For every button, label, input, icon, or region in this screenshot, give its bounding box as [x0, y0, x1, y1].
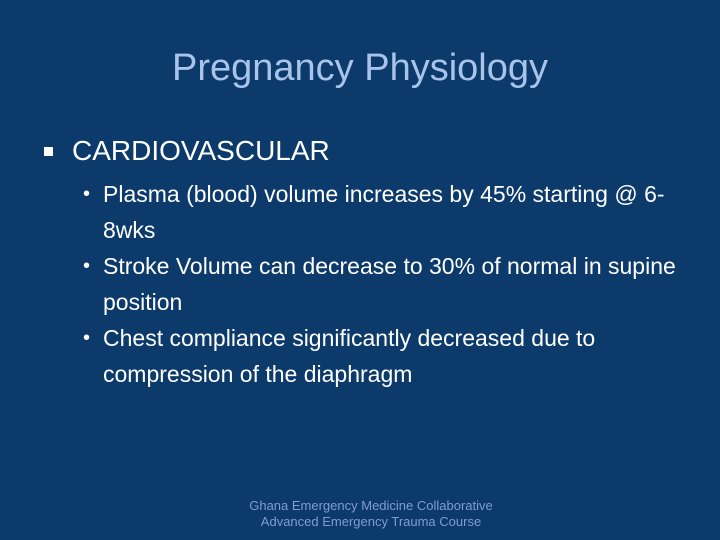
list-item — [82, 248, 692, 320]
slide-title: Pregnancy Physiology — [172, 47, 548, 89]
footer-line-course: Advanced Emergency Trauma Course — [260, 514, 482, 529]
slide-footer — [0, 498, 720, 530]
bullet-dot-icon: • — [83, 183, 91, 205]
bullet-dot-icon: • — [83, 327, 91, 349]
sub-point-text: Stroke Volume can decrease to 30% of normal in supine position — [103, 253, 676, 315]
footer-line-organization: Ghana Emergency Medicine Collaborative — [249, 498, 493, 513]
bullet-dot-icon: • — [83, 255, 91, 277]
square-bullet-icon — [44, 147, 53, 156]
section-heading: CARDIOVASCULAR — [72, 135, 330, 166]
section-item-cardiovascular — [44, 134, 684, 174]
list-item — [82, 176, 692, 248]
sub-point-list — [82, 176, 692, 392]
sub-point-text: Plasma (blood) volume increases by 45% starting @ 6-8wks — [103, 181, 665, 243]
sub-point-text: Chest compliance significantly decreased due to compression of the diaphragm — [103, 325, 596, 387]
list-item — [82, 320, 692, 392]
